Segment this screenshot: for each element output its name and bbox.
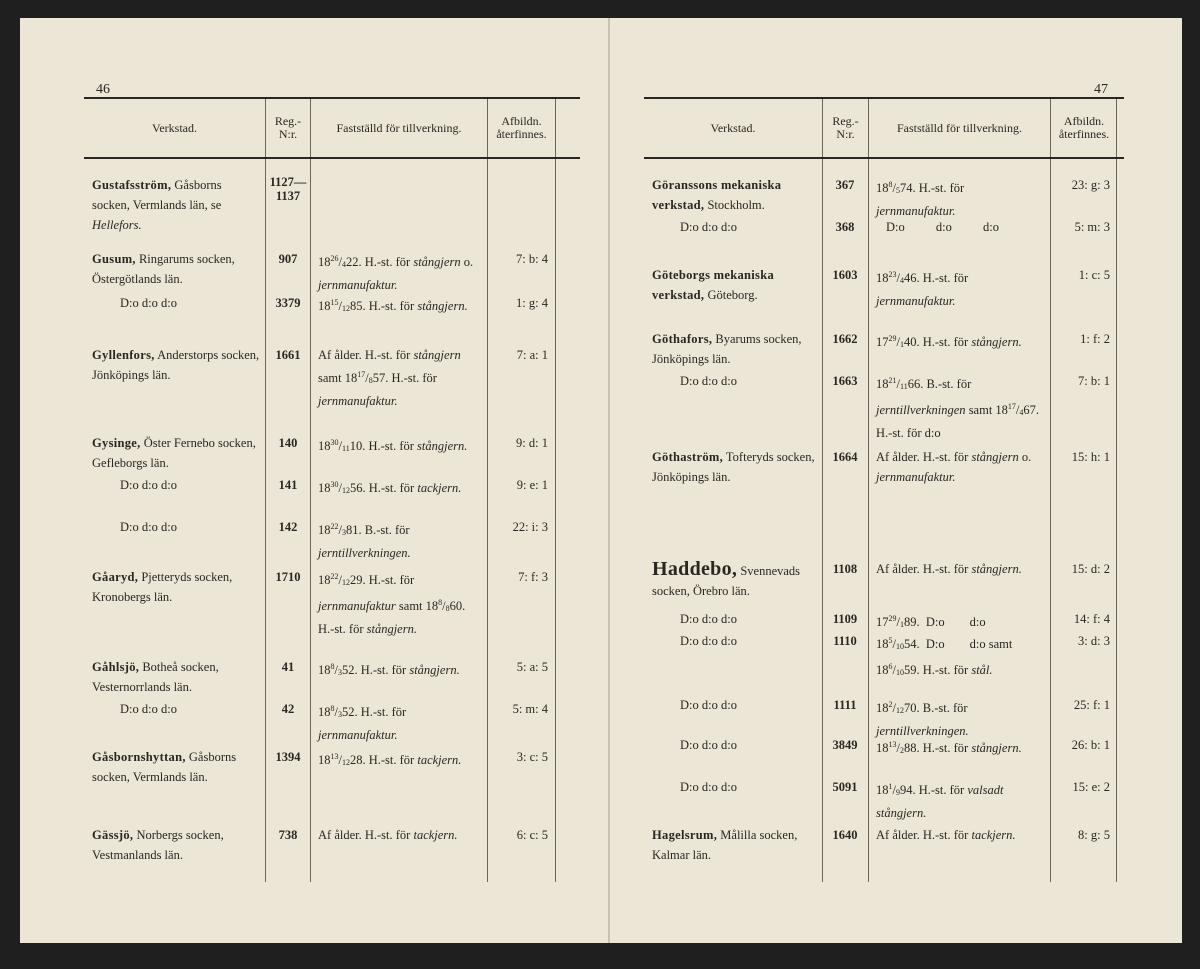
figure-ref: 1: g: 4 [516,296,548,310]
entry-text: $18^{23}/_446$. H.-st. för jernmanufaktur. [876,270,969,308]
figure-ref: 5: m: 4 [512,702,548,716]
reg-number: 140 [278,436,298,450]
entry-name: Gässjö, [92,828,134,842]
reg-number: 1640 [832,828,858,842]
reg-number: 142 [278,520,298,534]
reg-number: 1109 [832,612,858,626]
entry-location: Göteborg. [707,288,758,302]
reg-number: 1111 [833,698,857,712]
entry-location: Stockholm. [707,198,765,212]
entry-text: D:o d:o d:o [886,220,999,234]
entry-text: $18^{15}/_{12}85$. H.-st. för stångjern. [318,298,468,313]
entry-name: Gustafsström, [92,178,172,192]
entry-name: Gyllenfors, [92,348,155,362]
ditto: D:o d:o d:o [120,520,177,534]
reg-number: 3849 [832,738,858,752]
reg-number: 1394 [275,750,301,764]
entry-text: $18^5/_{10}54$. D:o d:o samt $18^6/_{10}59$. H.-st. för stål. [876,636,1013,677]
ditto: D:o d:o d:o [120,702,177,716]
table-header [644,99,1124,159]
reg-number: 1108 [832,562,858,576]
figure-ref: 3: d: 3 [1078,634,1110,648]
figure-ref: 9: e: 1 [516,478,548,492]
figure-ref: 15: h: 1 [1071,450,1110,464]
entry-location: Tofteryds socken, Jönköpings län. [652,450,815,484]
figure-ref: 7: b: 1 [1078,374,1110,388]
header-afbildn: Afbildn. återfinnes. [1058,114,1110,141]
header-reg: Reg.- N:r. [832,114,859,141]
reg-number: 1663 [832,374,858,388]
reg-number: 3379 [275,296,301,310]
reg-number: 42 [281,702,295,716]
entry-location: Ringarums socken, Östergötlands län. [92,252,235,286]
figure-ref: 23: g: 3 [1071,178,1110,192]
figure-ref: 7: b: 4 [516,252,548,266]
entry-text: $18^8/_352$. H.-st. för stångjern. [318,662,460,677]
header-faststald: Fastställd för tillverkning. [897,120,1022,135]
figure-ref: 9: d: 1 [516,436,548,450]
reg-number: 41 [281,660,295,674]
header-faststald: Fastställd för tillverkning. [336,120,462,135]
reg-number: 141 [278,478,298,492]
ditto: D:o d:o d:o [680,634,737,648]
ditto: D:o d:o d:o [680,698,737,712]
entry-text: $18^8/_574$. H.-st. för jernmanufaktur. [876,180,965,218]
figure-ref: 8: g: 5 [1078,828,1110,842]
entry-text: $18^{30}/_{12}56$. H.-st. för tackjern. [318,480,462,495]
entry-name: Gåhlsjö, [92,660,140,674]
figure-ref: 6: c: 5 [516,828,548,842]
ditto: D:o d:o d:o [680,374,737,388]
page-number: 46 [96,82,110,97]
entry-location: Öster Fernebo socken, Gefleborgs län. [92,436,256,470]
figure-ref: 1: f: 2 [1080,332,1110,346]
entry-text: $18^2/_{12}70$. B.-st. för jerntillverkningen. [876,700,969,738]
entry-text: $18^1/_994$. H.-st. för valsadt stångjern. [876,782,1004,820]
figure-ref: 5: a: 5 [516,660,548,674]
entry-name: Göranssons mekaniska verkstad, [652,178,782,212]
register-table [84,97,580,882]
table-header [84,99,580,159]
figure-ref: 7: a: 1 [516,348,548,362]
entry-name: Gåsbornshyttan, [92,750,186,764]
entry-location: Anderstorps socken, Jönköpings län. [92,348,260,382]
entry-location: Gåsborns socken, Vermlands län, se [92,178,222,212]
entry-text: $17^{29}/_189$. D:o d:o [876,614,986,629]
figure-ref: 14: f: 4 [1073,612,1110,626]
reg-number: 1603 [832,268,858,282]
entry-text: $18^{26}/_422$. H.-st. för stångjern o. jernmanufaktur. [318,254,474,292]
entry-text: Af ålder. H.-st. för stångjern. [876,562,1022,576]
ditto: D:o d:o d:o [680,738,737,752]
header-verkstad: Verkstad. [710,120,756,135]
entry-text: $17^{29}/_140$. H.-st. för stångjern. [876,334,1022,349]
reg-number: 1662 [832,332,858,346]
entry-location: Svennevads socken, Örebro län. [652,564,801,598]
entry-text: $18^8/_352$. H.-st. för jernmanufaktur. [318,704,407,742]
entry-location: Norbergs socken, Vestmanlands län. [92,828,224,862]
reg-number: 1127— 1137 [269,175,307,203]
entry-name: Göteborgs mekaniska verkstad, [652,268,775,302]
entry-text: $18^{21}/_{11}66$. B.-st. för jerntillverkningen samt $18^{17}/_467$. H.-st. för d:o [876,376,1040,440]
figure-ref: 15: e: 2 [1072,780,1110,794]
figure-ref: 26: b: 1 [1071,738,1110,752]
ditto: D:o d:o d:o [680,220,737,234]
ditto: D:o d:o d:o [120,296,177,310]
header-afbildn: Afbildn. återfinnes. [496,114,547,141]
entry-text: Af ålder. H.-st. för stångjern samt $18^{17}/_857$. H.-st. för jernmanufaktur. [318,348,461,408]
reg-number: 368 [835,220,855,234]
figure-ref: 5: m: 3 [1074,220,1110,234]
entry-name: Göthafors, [652,332,713,346]
entry-location: Pjetteryds socken, Kronobergs län. [92,570,233,604]
ditto: D:o d:o d:o [120,478,177,492]
figure-ref: 15: d: 2 [1071,562,1110,576]
ditto: D:o d:o d:o [680,612,737,626]
reg-number: 367 [835,178,855,192]
entry-text: Af ålder. H.-st. för tackjern. [318,828,458,842]
reg-number: 1110 [833,634,857,648]
entry-name: Gysinge, [92,436,141,450]
header-reg: Reg.- N:r. [274,114,302,141]
entry-text: $18^{22}/_{12}29$. H.-st. för jernmanufaktur samt $18^8/_860$. H.-st. för stångjern. [318,572,466,636]
entry-text: $18^{30}/_{11}10$. H.-st. för stångjern. [318,438,468,453]
page-number: 47 [1094,82,1108,97]
entry-location: Byarums socken, Jönköpings län. [652,332,802,366]
reg-number: 1664 [832,450,858,464]
entry-text: Af ålder. H.-st. för stångjern o. jernmanufaktur. [876,450,1032,484]
header-verkstad: Verkstad. [152,120,197,135]
entry-location: Målilla socken, Kalmar län. [652,828,798,862]
reg-number: 1710 [275,570,301,584]
reg-number: 907 [278,252,298,266]
right-page [610,18,1182,943]
entry-name: Hagelsrum, [652,828,718,842]
entry-location: Gåsborns socken, Vermlands län. [92,750,237,784]
entry-text: $18^{13}/_{12}28$. H.-st. för tackjern. [318,752,462,767]
reg-number: 738 [278,828,298,842]
entry-name: Göthaström, [652,450,724,464]
figure-ref: 25: f: 1 [1073,698,1110,712]
entry-name: Gåaryd, [92,570,139,584]
left-page [20,18,608,943]
ditto: D:o d:o d:o [680,780,737,794]
entry-text: $18^{13}/_288$. H.-st. för stångjern. [876,740,1022,755]
figure-ref: 1: c: 5 [1078,268,1110,282]
reg-number: 5091 [832,780,858,794]
entry-text: Af ålder. H.-st. för tackjern. [876,828,1016,842]
entry-name: Gusum, [92,252,136,266]
register-table [644,97,1124,882]
entry-location-ref: Hellefors. [92,218,142,232]
entry-location: Botheå socken, Vesternorrlands län. [92,660,219,694]
figure-ref: 22: i: 3 [512,520,548,534]
figure-ref: 7: f: 3 [518,570,548,584]
entry-name: Haddebo, [652,558,738,580]
reg-number: 1661 [275,348,301,362]
figure-ref: 3: c: 5 [516,750,548,764]
entry-text: $18^{22}/_381$. B.-st. för jerntillverkningen. [318,522,411,560]
